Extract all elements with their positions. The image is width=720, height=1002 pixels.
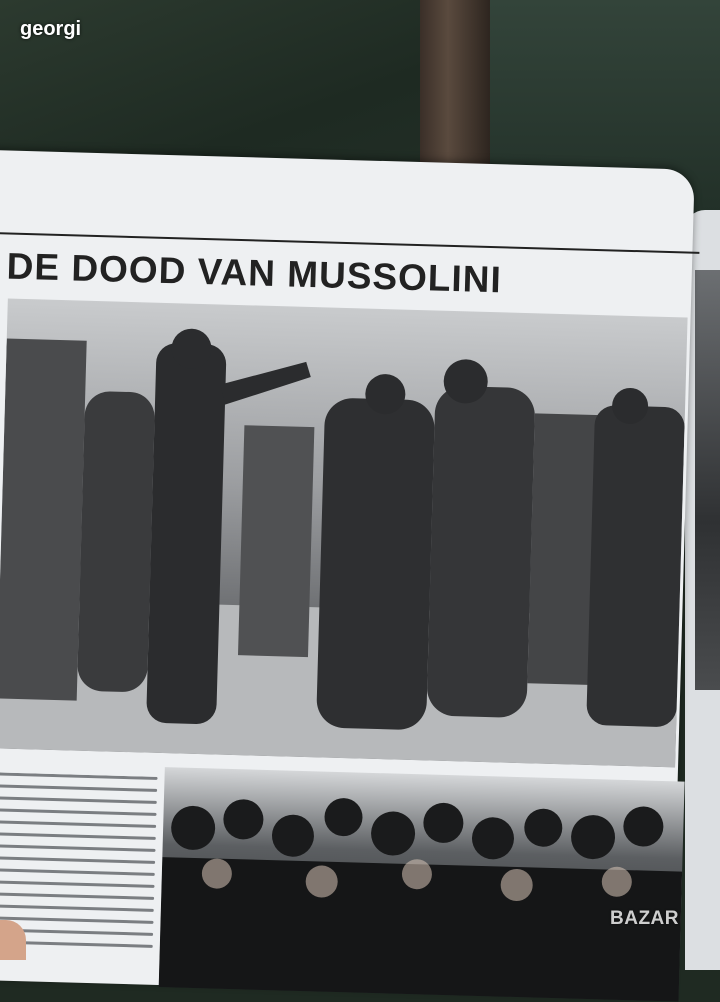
next-page-photo-edge [695,270,720,690]
crowd-photograph [159,767,685,1001]
marketplace-logo: BAZAR [610,908,679,929]
text-line [0,844,156,852]
text-line [0,856,155,864]
text-line [0,784,157,792]
text-line [0,904,154,912]
main-photograph-scene [0,299,688,768]
text-line [0,772,158,780]
text-line [0,796,157,804]
text-line [0,868,155,876]
main-photograph [0,299,688,768]
seller-watermark: georgi [20,18,82,40]
open-book-page [0,150,695,999]
text-line [0,880,155,888]
text-line [0,832,156,840]
crowd-photograph-scene [159,767,685,1001]
text-line [0,892,154,900]
text-line [0,820,156,828]
text-line [0,916,154,924]
article-title: DE DOOD VAN MUSSOLINI [6,245,503,301]
text-line [0,808,157,816]
